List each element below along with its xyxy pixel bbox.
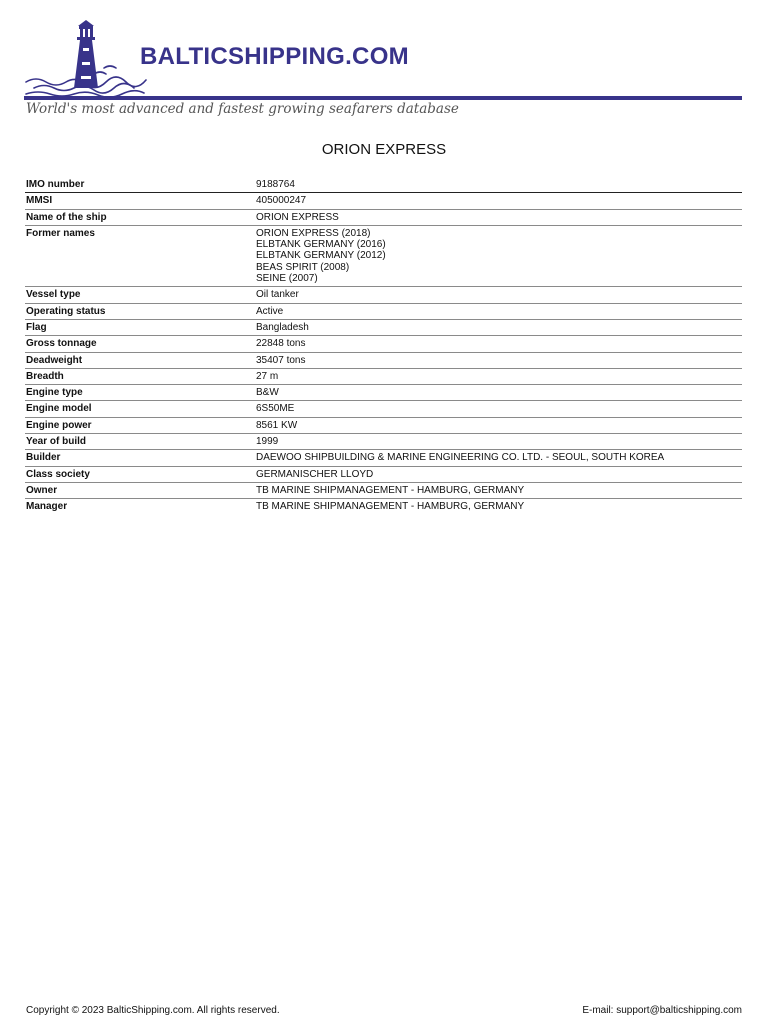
- table-row: [25, 450, 742, 466]
- former-name: BEAS SPIRIT (2008): [256, 261, 350, 273]
- field-value: TB MARINE SHIPMANAGEMENT - HAMBURG, GERMANY: [255, 482, 742, 498]
- field-label: Gross tonnage: [25, 336, 255, 352]
- field-label: Builder: [25, 450, 255, 466]
- table-row: [25, 319, 742, 335]
- field-label: Manager: [26, 501, 68, 513]
- table-row: [25, 287, 742, 303]
- field-value: 9188764: [255, 178, 742, 193]
- ship-details-table: [25, 178, 742, 515]
- table-row: [25, 225, 742, 286]
- field-value: TB MARINE SHIPMANAGEMENT - HAMBURG, GERMANY: [256, 501, 525, 513]
- field-value: DAEWOO SHIPBUILDING & MARINE ENGINEERING CO. LTD. - SEOUL, SOUTH KOREA: [255, 450, 742, 466]
- table-row: [25, 482, 742, 498]
- table-row: [25, 434, 742, 450]
- lighthouse-logo-icon: [24, 18, 148, 100]
- ship-title: ORION EXPRESS: [321, 141, 447, 158]
- field-label: Engine model: [25, 401, 255, 417]
- brand-name: BALTICSHIPPING.COM: [140, 43, 409, 70]
- page-header: [24, 14, 742, 124]
- field-value: Active: [255, 303, 742, 319]
- former-name: ELBTANK GERMANY (2016): [256, 239, 386, 251]
- field-value: Bangladesh: [255, 319, 742, 335]
- field-value: 1999: [255, 434, 742, 450]
- table-row: [25, 401, 742, 417]
- table-row: [25, 385, 742, 401]
- table-row: [25, 336, 742, 352]
- former-name: ELBTANK GERMANY (2012): [256, 250, 386, 262]
- support-email: E-mail: support@balticshipping.com: [582, 1005, 742, 1016]
- field-value: 22848 tons: [255, 336, 742, 352]
- former-name: ORION EXPRESS (2018): [256, 227, 371, 239]
- table-row: [25, 303, 742, 319]
- field-value: ORION EXPRESS: [255, 209, 742, 225]
- copyright-text: Copyright © 2023 BalticShipping.com. All rights reserved.: [26, 1005, 280, 1016]
- field-value: 8561 KW: [255, 417, 742, 433]
- field-value: 27 m: [255, 368, 742, 384]
- field-label: Vessel type: [25, 287, 255, 303]
- field-label: Breadth: [25, 368, 255, 384]
- field-label: Flag: [25, 319, 255, 335]
- former-name: SEINE (2007): [256, 273, 318, 285]
- field-label: Deadweight: [25, 352, 255, 368]
- field-label: Owner: [25, 482, 255, 498]
- field-value: 6S50ME: [255, 401, 742, 417]
- field-value: GERMANISCHER LLOYD: [255, 466, 742, 482]
- table-row: [25, 368, 742, 384]
- table-row: [25, 417, 742, 433]
- field-label: Class society: [25, 466, 255, 482]
- field-label: Engine type: [25, 385, 255, 401]
- field-value: Oil tanker: [255, 287, 742, 303]
- field-label: MMSI: [25, 193, 255, 209]
- field-label: Name of the ship: [25, 209, 255, 225]
- table-row: [25, 209, 742, 225]
- table-row: [25, 499, 742, 515]
- field-value: [255, 225, 742, 286]
- field-label: Engine power: [25, 417, 255, 433]
- tagline: World's most advanced and fastest growing seafarers database: [26, 101, 459, 117]
- field-value: B&W: [255, 385, 742, 401]
- table-row: [25, 178, 742, 193]
- field-label: Year of build: [25, 434, 255, 450]
- field-value: 35407 tons: [255, 352, 742, 368]
- field-value: 405000247: [255, 193, 742, 209]
- table-row: [25, 193, 742, 209]
- table-row: [25, 352, 742, 368]
- field-label: IMO number: [25, 178, 255, 193]
- table-row: [25, 466, 742, 482]
- field-label: Former names: [25, 225, 255, 286]
- field-label: Operating status: [25, 303, 255, 319]
- header-divider: [24, 96, 742, 100]
